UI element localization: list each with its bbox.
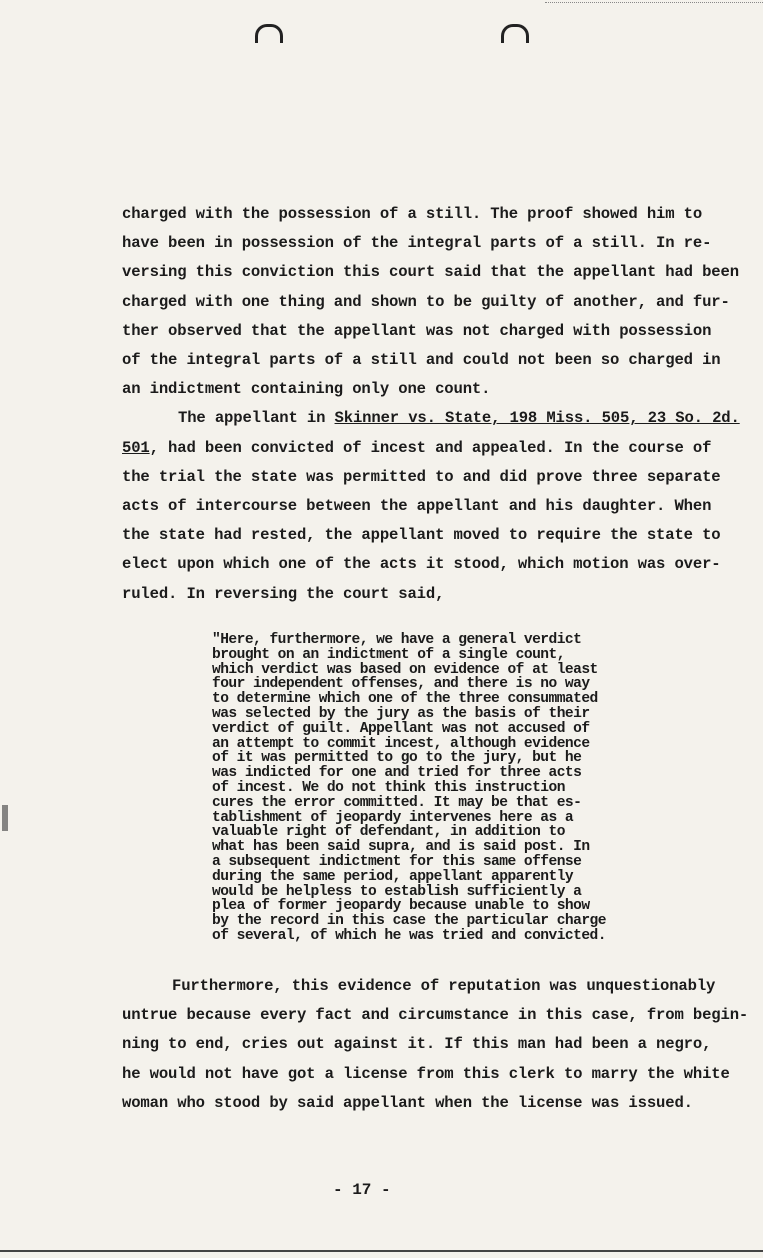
text-fragment: , had been convicted of incest and appealed. In the course of — [149, 438, 712, 457]
text-line: charged with one thing and shown to be guilty of another, and fur- — [122, 292, 730, 311]
text-line: ning to end, cries out against it. If this man had been a negro, — [122, 1035, 712, 1054]
quote-line: by the record in this case the particular charge — [212, 913, 606, 930]
text-line: woman who stood by said appellant when the license was issued. — [122, 1093, 693, 1112]
text-line: have been in possession of the integral parts of a still. In re- — [122, 234, 712, 253]
text-line: ruled. In reversing the court said, — [122, 584, 445, 603]
binding-hole-left — [255, 24, 283, 43]
quote-line: brought on an indictment of a single count, — [212, 646, 565, 663]
case-citation-continued: 501 — [122, 438, 150, 457]
block-quote — [212, 633, 682, 944]
bottom-rule — [0, 1250, 763, 1252]
quote-line: which verdict was based on evidence of at least — [212, 661, 598, 678]
text-line: of the integral parts of a still and could not been so charged in — [122, 351, 721, 370]
text-line: untrue because every fact and circumstance in this case, from begin- — [122, 1006, 749, 1025]
text-line: Furthermore, this evidence of reputation was unquestionably — [172, 977, 716, 995]
quote-line: valuable right of defendant, in addition to — [212, 824, 565, 841]
text-line: an indictment containing only one count. — [122, 380, 491, 399]
binding-hole-right — [501, 24, 529, 43]
margin-mark — [2, 805, 8, 831]
quote-line: an attempt to commit incest, although evidence — [212, 735, 590, 752]
text-line: charged with the possession of a still. The proof showed him to — [122, 205, 703, 223]
top-edge-dots — [545, 2, 763, 3]
quote-line: during the same period, appellant apparently — [212, 868, 574, 885]
text-line: acts of intercourse between the appellant and his daughter. When — [122, 497, 712, 516]
quote-line: plea of former jeopardy because unable to show — [212, 898, 590, 915]
text-line: he would not have got a license from this clerk to marry the white — [122, 1064, 730, 1083]
quote-line: verdict of guilt. Appellant was not accused of — [212, 720, 590, 737]
quote-line: was selected by the jury as the basis of their — [212, 705, 590, 722]
text-line: the trial the state was permitted to and did prove three separate — [122, 467, 721, 486]
quote-line: to determine which one of the three consummated — [212, 691, 598, 708]
quote-line: what has been said supra, and is said post. In — [212, 839, 590, 856]
paragraph-2-first-line — [122, 404, 740, 433]
quote-line: four independent offenses, and there is no way — [212, 676, 590, 693]
case-citation: Skinner vs. State, 198 Miss. 505, 23 So. 2d. — [334, 409, 740, 428]
quote-line: "Here, furthermore, we have a general verdict — [212, 632, 582, 648]
main-text-upper — [122, 200, 740, 609]
quote-line: cures the error committed. It may be that es- — [212, 794, 582, 811]
quote-line: tablishment of jeopardy intervenes here as a — [212, 809, 574, 826]
quote-line: of incest. We do not think this instruction — [212, 779, 565, 796]
main-text-lower — [122, 972, 749, 1118]
paragraph-2-second-line — [122, 434, 732, 463]
quote-line: of several, of which he was tried and convicted. — [212, 927, 606, 944]
quote-line: of it was permitted to go to the jury, but he — [212, 750, 582, 767]
text-line: versing this conviction this court said that the appellant had been — [122, 263, 739, 282]
quote-line: a subsequent indictment for this same offense — [212, 853, 582, 870]
page-number: - 17 - — [333, 1181, 391, 1199]
quote-line: was indicted for one and tried for three acts — [212, 765, 582, 782]
text-line: the state had rested, the appellant moved to require the state to — [122, 526, 721, 545]
text-fragment: The appellant in — [178, 409, 335, 428]
quote-line: would be helpless to establish sufficiently a — [212, 883, 582, 900]
text-line: elect upon which one of the acts it stood, which motion was over- — [122, 555, 721, 574]
text-line: ther observed that the appellant was not charged with possession — [122, 321, 712, 340]
